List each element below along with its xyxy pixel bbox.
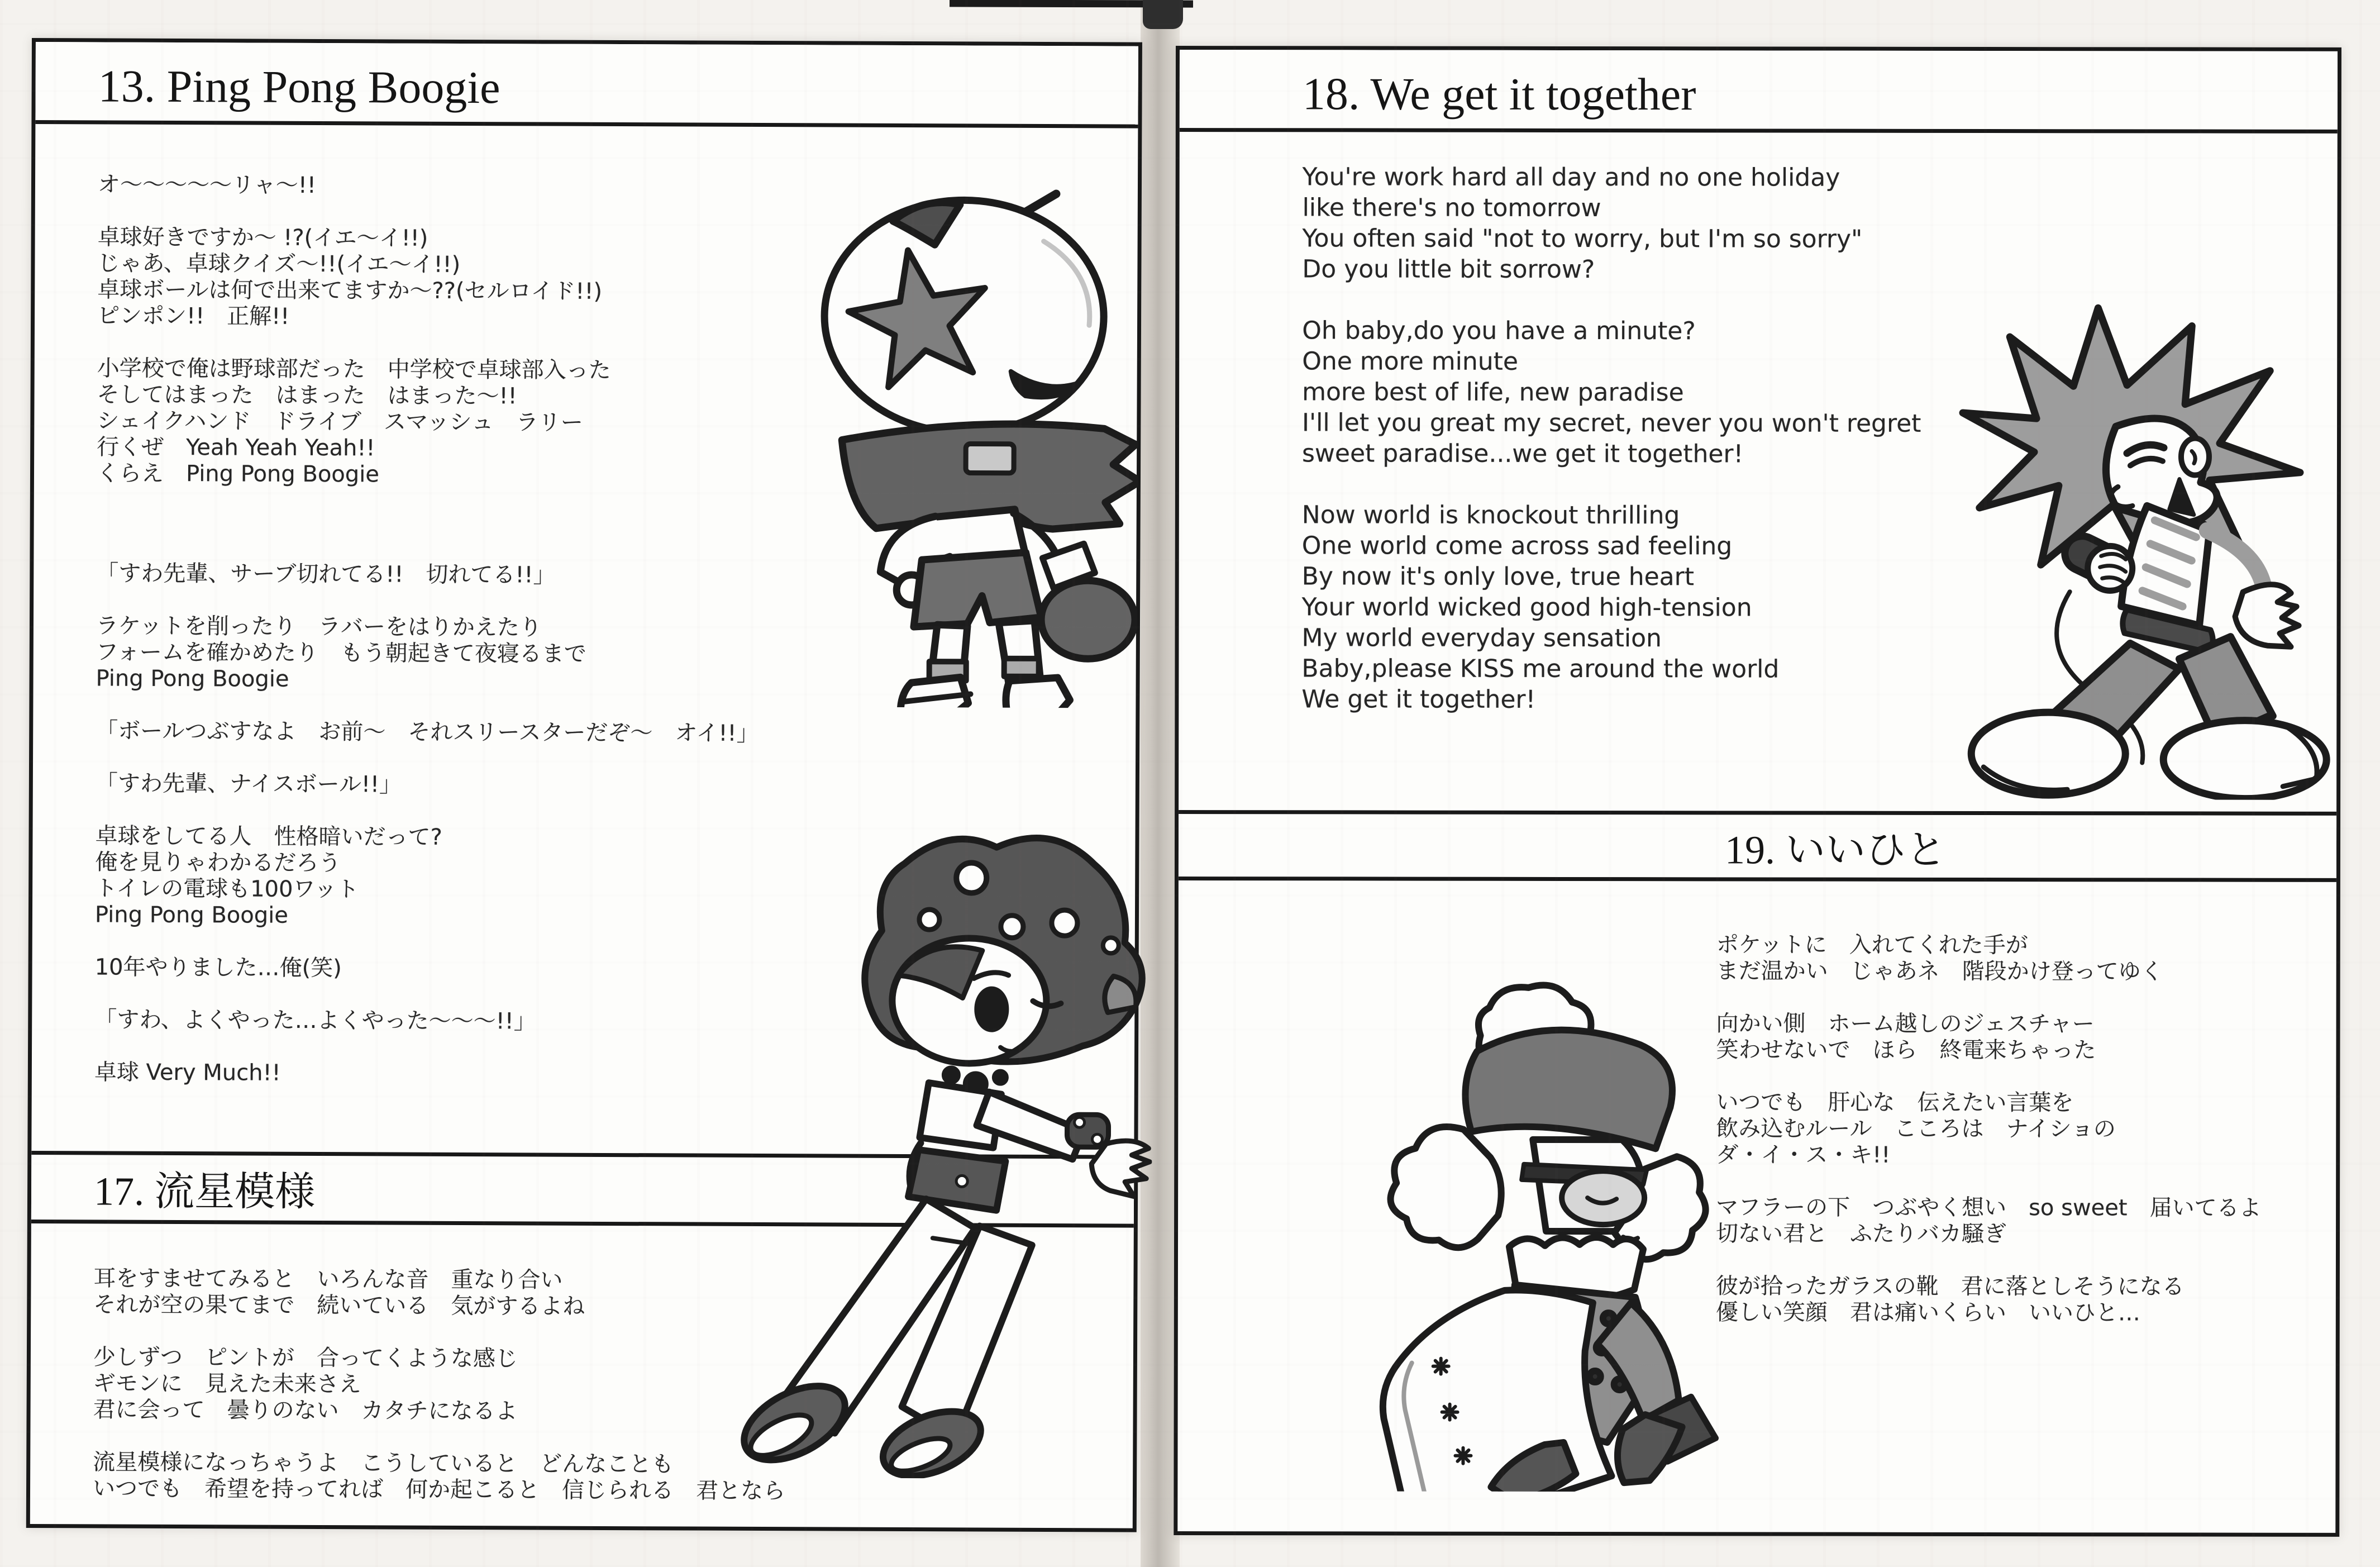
lyric-line: 笑わせないで ほら 終電来ちゃった bbox=[1716, 1037, 2096, 1064]
lyric-line: 「すわ先輩、ナイスボール!!」 bbox=[95, 770, 402, 798]
stanza bbox=[1301, 499, 1921, 716]
lyric-line: 彼が拾ったガラスの靴 君に落としそうになる bbox=[1715, 1273, 2185, 1300]
lyric-line: そしてはまった はまった はまった〜!! bbox=[97, 382, 517, 409]
song-18-lyrics bbox=[1301, 161, 1921, 716]
lyric-line: Now world is knockout thrilling bbox=[1301, 501, 1680, 530]
lyric-line: 流星模様になっちゃうよ こうしていると どんなことも bbox=[93, 1449, 674, 1478]
stanza bbox=[97, 224, 761, 332]
lyric-line: ピンポン!! 正解!! bbox=[97, 303, 290, 330]
lyric-line: 卓球 Very Much!! bbox=[94, 1059, 281, 1086]
scan-spine-artifact bbox=[1143, 0, 1183, 29]
polka-girl-illustration-icon bbox=[637, 807, 1153, 1479]
lyric-line: My world everyday sensation bbox=[1301, 623, 1662, 653]
lyric-line: 「すわ、よくやった…よくやった〜〜〜!!」 bbox=[94, 1007, 536, 1035]
lyric-line: 向かい側 ホーム越しのジェスチャー bbox=[1716, 1011, 2095, 1037]
lyric-line: いつでも 肝心な 伝えたい言葉を bbox=[1716, 1089, 2074, 1116]
lyric-line: まだ温かい じゃあネ 階段かけ登ってゆく bbox=[1716, 958, 2163, 985]
lyric-line: 少しずつ ピントが 合ってくような感じ bbox=[93, 1344, 518, 1372]
lyric-line: Oh baby,do you have a minute? bbox=[1302, 316, 1696, 346]
lyric-line: 10年やりました…俺(笑) bbox=[94, 954, 342, 982]
left-page bbox=[26, 38, 1142, 1532]
lyric-line: 俺を見りゃわかるだろう bbox=[95, 849, 341, 877]
lyric-line: like there's no tomorrow bbox=[1302, 193, 1601, 223]
song-13-title: 13. Ping Pong Boogie bbox=[98, 60, 500, 113]
song-18-title: 18. We get it together bbox=[1302, 68, 1696, 120]
lyric-line: Your world wicked good high-tension bbox=[1301, 593, 1752, 622]
lyric-line: Baby,please KISS me around the world bbox=[1301, 654, 1780, 684]
lyric-line: 小学校で俺は野球部だった 中学校で卓球部入った bbox=[97, 355, 611, 383]
song-13-header bbox=[35, 42, 1138, 128]
song-18-header bbox=[1180, 50, 2338, 134]
lyric-line: One more minute bbox=[1302, 347, 1518, 376]
lyric-line: 「すわ先輩、サーブ切れてる!! 切れてる!!」 bbox=[96, 560, 556, 588]
lyric-line: ギモンに 見えた未来さえ bbox=[93, 1370, 361, 1398]
lyric-line: フォームを確かめたり もう朝起きて夜寝るまで bbox=[96, 639, 586, 667]
stanza bbox=[98, 172, 761, 201]
pingpong-boy-illustration-icon bbox=[802, 182, 1139, 708]
song-19-lyrics bbox=[1716, 932, 2262, 1326]
lyric-line: You often said "not to worry, but I'm so sorry" bbox=[1302, 224, 1863, 254]
lyric-line: じゃあ、卓球クイズ〜!!(イエ〜イ!!) bbox=[97, 250, 461, 278]
winter-walker-illustration-icon bbox=[1292, 971, 1739, 1492]
lyric-line: それが空の果てまで 続いている 気がするよね bbox=[93, 1292, 585, 1320]
lyric-line: ラケットを削ったり ラバーをはりかえたり bbox=[96, 613, 542, 641]
lyric-line: いつでも 希望を持ってれば 何か起こると 信じられる 君となら bbox=[92, 1475, 786, 1504]
lyric-line: 飲み込むルール こころは ナイショの bbox=[1716, 1116, 2116, 1142]
right-page bbox=[1174, 46, 2341, 1537]
lyric-line: sweet paradise...we get it together! bbox=[1301, 439, 1744, 469]
lyric-line: 切ない君と ふたりバカ騒ぎ bbox=[1716, 1221, 2007, 1247]
lyric-line: I'll let you great my secret, never you won't regret bbox=[1302, 408, 1921, 438]
stanza bbox=[96, 560, 759, 589]
lyric-line: トイレの電球も100ワット bbox=[95, 875, 359, 903]
stanza bbox=[1716, 1089, 2262, 1169]
lyric-line: くらえ Ping Pong Boogie bbox=[96, 460, 380, 488]
song-17-title: 17. 流星模様 bbox=[93, 1169, 316, 1214]
lyric-line: 耳をすませてみると いろんな音 重なり合い bbox=[93, 1265, 563, 1293]
lyric-line: Ping Pong Boogie bbox=[96, 665, 289, 692]
song-19-header bbox=[1179, 810, 2336, 882]
lyric-line: 卓球ボールは何で出来てますか〜??(セルロイド!!) bbox=[97, 277, 603, 304]
lyric-line: 君に会って 曇りのない カタチになるよ bbox=[93, 1397, 518, 1425]
lyric-line: more best of life, new paradise bbox=[1302, 378, 1684, 407]
lyric-line: 「ボールつぶすなよ お前〜 それスリースターだぞ〜 オイ!!」 bbox=[96, 718, 759, 747]
lyric-line: シェイクハンド ドライブ スマッシュ ラリー bbox=[97, 408, 583, 436]
stanza bbox=[1716, 1011, 2262, 1064]
lyric-line: We get it together! bbox=[1301, 685, 1536, 714]
stanza bbox=[96, 770, 759, 799]
stanza bbox=[96, 613, 760, 694]
lyric-line: 行くぜ Yeah Yeah Yeah!! bbox=[97, 434, 375, 461]
lyric-line: You're work hard all day and no one holiday bbox=[1302, 163, 1840, 192]
lyric-line: マフラーの下 つぶやく想い so sweet 届いてるよ bbox=[1716, 1194, 2262, 1221]
stanza bbox=[1302, 161, 1921, 285]
lyric-line: オ〜〜〜〜〜リャ〜!! bbox=[97, 172, 316, 198]
lyric-line: By now it's only love, true heart bbox=[1301, 562, 1695, 592]
stanza bbox=[97, 355, 760, 489]
rocker-illustration-icon bbox=[1930, 285, 2333, 800]
lyric-line: ダ・イ・ス・キ!! bbox=[1716, 1142, 1891, 1168]
lyric-line: ポケットに 入れてくれた手が bbox=[1716, 932, 2028, 959]
stanza bbox=[1302, 315, 1921, 470]
lyric-line: Do you little bit sorrow? bbox=[1302, 255, 1595, 284]
stanza bbox=[1716, 1273, 2262, 1326]
lyric-line: 卓球好きですか〜 !?(イエ〜イ!!) bbox=[97, 224, 428, 251]
stanza bbox=[96, 718, 759, 747]
stanza bbox=[1716, 1194, 2262, 1247]
stanza bbox=[1716, 932, 2262, 985]
lyric-line: 優しい笑顔 君は痛いくらい いいひと… bbox=[1715, 1299, 2140, 1326]
lyric-line: One world come across sad feeling bbox=[1301, 531, 1733, 561]
lyric-line: 卓球をしてる人 性格暗いだって? bbox=[95, 823, 442, 850]
song-19-title: 19. いいひと bbox=[1724, 827, 1947, 873]
lyric-line: Ping Pong Boogie bbox=[94, 902, 288, 928]
